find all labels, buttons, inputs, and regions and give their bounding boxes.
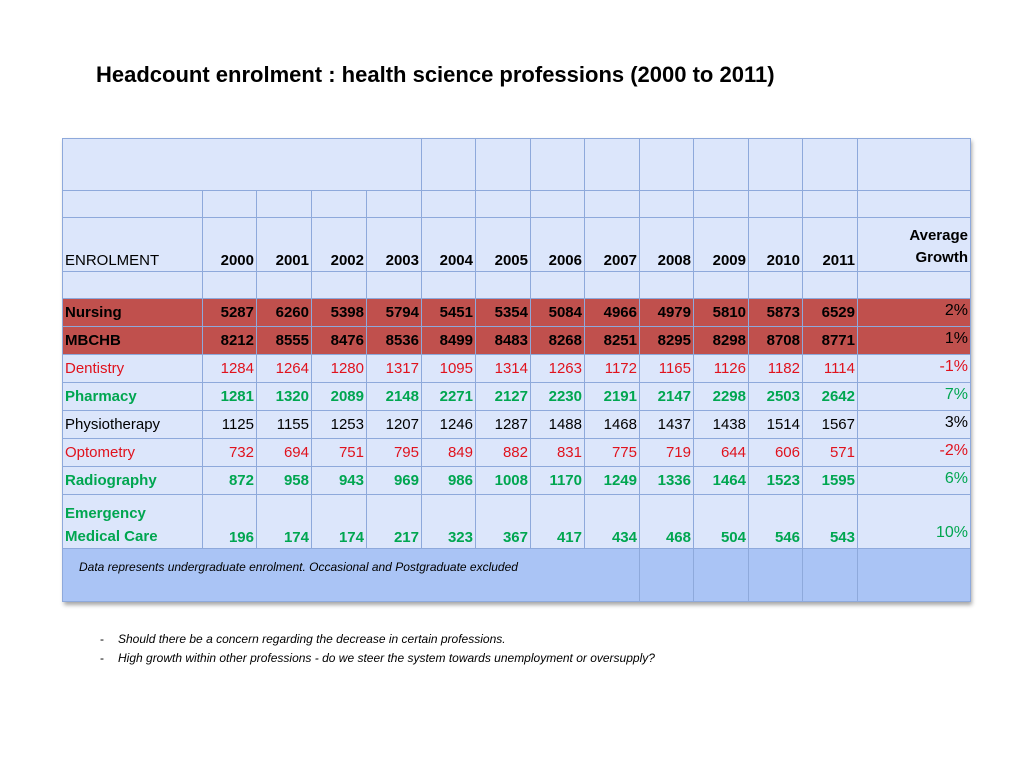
enrolment-value: 1008 <box>476 467 531 495</box>
profession-name <box>63 495 203 549</box>
blank-cell <box>585 272 640 299</box>
blank-cell <box>803 272 858 299</box>
blank-cell <box>531 139 585 191</box>
discussion-point: - Should there be a concern regarding the decrease in certain professions. <box>100 632 506 646</box>
profession-name-line1: Emergency <box>65 505 146 522</box>
enrolment-value: 1207 <box>367 411 422 439</box>
enrolment-value: 1126 <box>694 355 749 383</box>
profession-name: Radiography <box>63 467 203 495</box>
table-footnote: Data represents undergraduate enrolment. Occasional and Postgraduate excluded <box>63 549 640 602</box>
enrolment-value: 1284 <box>203 355 257 383</box>
blank-cell <box>63 191 203 218</box>
enrolment-value: 8212 <box>203 327 257 355</box>
blank-cell <box>858 272 971 299</box>
page-title: Headcount enrolment : health science professions (2000 to 2011) <box>96 62 775 87</box>
header-year: 2011 <box>803 218 858 272</box>
enrolment-value: 8476 <box>312 327 367 355</box>
table-row-radiography <box>63 467 971 495</box>
blank-cell <box>858 191 971 218</box>
header-year: 2009 <box>694 218 749 272</box>
average-growth: 2% <box>858 299 971 327</box>
header-average-growth <box>858 218 971 272</box>
enrolment-value: 1155 <box>257 411 312 439</box>
table-row-optometry <box>63 439 971 467</box>
blank-cell <box>640 272 694 299</box>
enrolment-value: 8268 <box>531 327 585 355</box>
enrolment-value: 1264 <box>257 355 312 383</box>
blank-cell <box>749 139 803 191</box>
enrolment-value: 217 <box>367 495 422 549</box>
enrolment-value: 1287 <box>476 411 531 439</box>
blank-cell <box>640 191 694 218</box>
enrolment-value: 1464 <box>694 467 749 495</box>
enrolment-value: 1182 <box>749 355 803 383</box>
enrolment-value: 795 <box>367 439 422 467</box>
profession-name: Nursing <box>63 299 203 327</box>
blank-cell <box>422 272 476 299</box>
enrolment-value: 8708 <box>749 327 803 355</box>
enrolment-value: 606 <box>749 439 803 467</box>
enrolment-value: 174 <box>257 495 312 549</box>
enrolment-value: 1253 <box>312 411 367 439</box>
blank-cell <box>803 139 858 191</box>
enrolment-value: 969 <box>367 467 422 495</box>
enrolment-value: 2503 <box>749 383 803 411</box>
enrolment-value: 1317 <box>367 355 422 383</box>
blank-cell <box>640 549 694 602</box>
blank-cell <box>803 191 858 218</box>
enrolment-value: 882 <box>476 439 531 467</box>
profession-name: Optometry <box>63 439 203 467</box>
enrolment-value: 958 <box>257 467 312 495</box>
profession-name: Physiotherapy <box>63 411 203 439</box>
enrolment-value: 543 <box>803 495 858 549</box>
enrolment-value: 1336 <box>640 467 694 495</box>
discussion-point-text: Should there be a concern regarding the decrease in certain professions. <box>118 632 506 646</box>
enrolment-value: 5084 <box>531 299 585 327</box>
header-growth-line1: Average <box>909 227 968 244</box>
blank-cell <box>63 272 203 299</box>
enrolment-value: 468 <box>640 495 694 549</box>
profession-name: MBCHB <box>63 327 203 355</box>
enrolment-value: 1320 <box>257 383 312 411</box>
enrolment-value: 5287 <box>203 299 257 327</box>
blank-cell <box>749 191 803 218</box>
discussion-point-text: High growth within other professions - do we steer the system towards unemployment or oversupply? <box>118 651 655 665</box>
enrolment-table <box>62 138 971 602</box>
enrolment-value: 1246 <box>422 411 476 439</box>
table-blank-row <box>63 272 971 299</box>
average-growth: -1% <box>858 355 971 383</box>
enrolment-value: 1281 <box>203 383 257 411</box>
blank-cell <box>585 191 640 218</box>
enrolment-value: 943 <box>312 467 367 495</box>
blank-cell <box>749 272 803 299</box>
enrolment-value: 1314 <box>476 355 531 383</box>
enrolment-value: 872 <box>203 467 257 495</box>
enrolment-value: 5451 <box>422 299 476 327</box>
enrolment-value: 732 <box>203 439 257 467</box>
blank-cell <box>531 272 585 299</box>
enrolment-value: 8499 <box>422 327 476 355</box>
enrolment-value: 1114 <box>803 355 858 383</box>
profession-name-line2: Medical Care <box>65 528 158 545</box>
enrolment-value: 5354 <box>476 299 531 327</box>
average-growth: 1% <box>858 327 971 355</box>
enrolment-value: 1165 <box>640 355 694 383</box>
header-year: 2010 <box>749 218 803 272</box>
blank-cell <box>476 139 531 191</box>
blank-cell <box>803 549 858 602</box>
average-growth: -2% <box>858 439 971 467</box>
enrolment-value: 1280 <box>312 355 367 383</box>
profession-name: Pharmacy <box>63 383 203 411</box>
enrolment-value: 1438 <box>694 411 749 439</box>
header-year: 2001 <box>257 218 312 272</box>
enrolment-value: 2230 <box>531 383 585 411</box>
table-row-nursing <box>63 299 971 327</box>
profession-name: Dentistry <box>63 355 203 383</box>
blank-cell <box>367 191 422 218</box>
blank-cell <box>476 191 531 218</box>
enrolment-value: 6260 <box>257 299 312 327</box>
enrolment-value: 1595 <box>803 467 858 495</box>
enrolment-value: 644 <box>694 439 749 467</box>
enrolment-value: 2642 <box>803 383 858 411</box>
table-blank-row <box>63 139 971 191</box>
blank-cell <box>749 549 803 602</box>
blank-cell <box>367 272 422 299</box>
discussion-points <box>100 630 655 668</box>
enrolment-value: 8771 <box>803 327 858 355</box>
enrolment-value: 8536 <box>367 327 422 355</box>
enrolment-value: 174 <box>312 495 367 549</box>
enrolment-value: 1567 <box>803 411 858 439</box>
header-year: 2003 <box>367 218 422 272</box>
blank-cell <box>531 191 585 218</box>
enrolment-value: 323 <box>422 495 476 549</box>
enrolment-value: 5398 <box>312 299 367 327</box>
enrolment-value: 2298 <box>694 383 749 411</box>
enrolment-value: 417 <box>531 495 585 549</box>
average-growth: 3% <box>858 411 971 439</box>
blank-cell <box>312 191 367 218</box>
enrolment-value: 546 <box>749 495 803 549</box>
enrolment-value: 1488 <box>531 411 585 439</box>
header-growth-line2: Growth <box>915 249 968 266</box>
blank-cell <box>203 272 257 299</box>
blank-cell <box>257 191 312 218</box>
header-year: 2000 <box>203 218 257 272</box>
enrolment-value: 5873 <box>749 299 803 327</box>
blank-cell <box>203 191 257 218</box>
blank-cell <box>422 191 476 218</box>
enrolment-value: 367 <box>476 495 531 549</box>
table-row-mbchb <box>63 327 971 355</box>
header-year: 2002 <box>312 218 367 272</box>
enrolment-value: 831 <box>531 439 585 467</box>
enrolment-table-container <box>62 138 970 602</box>
enrolment-value: 2127 <box>476 383 531 411</box>
enrolment-value: 4966 <box>585 299 640 327</box>
blank-cell <box>694 272 749 299</box>
table-row-physiotherapy <box>63 411 971 439</box>
enrolment-value: 8555 <box>257 327 312 355</box>
enrolment-value: 1437 <box>640 411 694 439</box>
blank-cell <box>312 272 367 299</box>
enrolment-value: 8295 <box>640 327 694 355</box>
table-header-row <box>63 218 971 272</box>
header-year: 2008 <box>640 218 694 272</box>
enrolment-value: 8251 <box>585 327 640 355</box>
header-year: 2004 <box>422 218 476 272</box>
enrolment-value: 1170 <box>531 467 585 495</box>
table-blank-row <box>63 191 971 218</box>
enrolment-value: 1514 <box>749 411 803 439</box>
blank-cell <box>640 139 694 191</box>
blank-cell <box>694 549 749 602</box>
blank-cell <box>257 272 312 299</box>
header-enrolment: ENROLMENT <box>63 218 203 272</box>
average-growth: 7% <box>858 383 971 411</box>
average-growth: 6% <box>858 467 971 495</box>
table-note-row <box>63 549 971 602</box>
blank-cell <box>858 549 971 602</box>
blank-cell <box>694 191 749 218</box>
enrolment-value: 1249 <box>585 467 640 495</box>
discussion-point: - High growth within other professions - do we steer the system towards unemployment or oversupply? <box>100 651 655 665</box>
enrolment-value: 5810 <box>694 299 749 327</box>
enrolment-value: 2271 <box>422 383 476 411</box>
header-year: 2005 <box>476 218 531 272</box>
enrolment-value: 8483 <box>476 327 531 355</box>
enrolment-value: 5794 <box>367 299 422 327</box>
enrolment-value: 775 <box>585 439 640 467</box>
enrolment-value: 1125 <box>203 411 257 439</box>
enrolment-value: 986 <box>422 467 476 495</box>
enrolment-value: 434 <box>585 495 640 549</box>
enrolment-value: 1172 <box>585 355 640 383</box>
header-year: 2007 <box>585 218 640 272</box>
enrolment-value: 849 <box>422 439 476 467</box>
enrolment-value: 4979 <box>640 299 694 327</box>
enrolment-value: 694 <box>257 439 312 467</box>
header-year: 2006 <box>531 218 585 272</box>
enrolment-value: 2191 <box>585 383 640 411</box>
enrolment-value: 1263 <box>531 355 585 383</box>
blank-cell <box>476 272 531 299</box>
blank-cell <box>694 139 749 191</box>
blank-cell <box>858 139 971 191</box>
enrolment-value: 2148 <box>367 383 422 411</box>
enrolment-value: 196 <box>203 495 257 549</box>
blank-cell <box>422 139 476 191</box>
table-row-dentistry <box>63 355 971 383</box>
enrolment-value: 6529 <box>803 299 858 327</box>
blank-cell <box>63 139 422 191</box>
enrolment-value: 719 <box>640 439 694 467</box>
enrolment-value: 571 <box>803 439 858 467</box>
enrolment-value: 1468 <box>585 411 640 439</box>
table-row-pharmacy <box>63 383 971 411</box>
enrolment-value: 2089 <box>312 383 367 411</box>
table-row-emergency-medical-care <box>63 495 971 549</box>
enrolment-value: 1095 <box>422 355 476 383</box>
blank-cell <box>585 139 640 191</box>
enrolment-value: 2147 <box>640 383 694 411</box>
enrolment-value: 751 <box>312 439 367 467</box>
enrolment-value: 504 <box>694 495 749 549</box>
enrolment-value: 8298 <box>694 327 749 355</box>
enrolment-value: 1523 <box>749 467 803 495</box>
average-growth: 10% <box>858 495 971 549</box>
